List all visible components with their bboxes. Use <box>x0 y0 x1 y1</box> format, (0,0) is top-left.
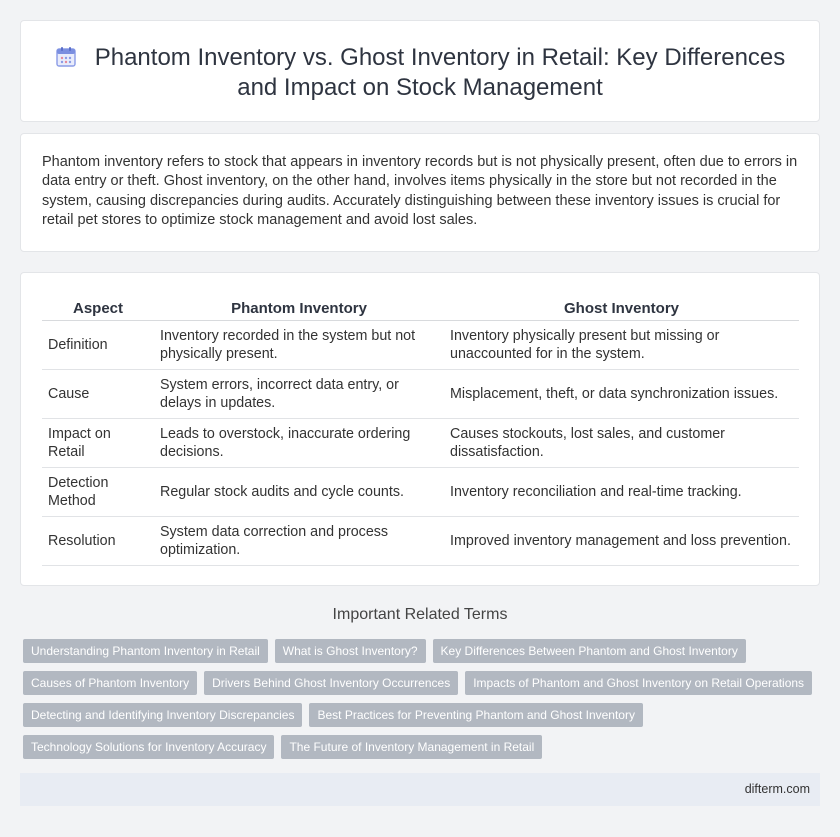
header-aspect: Aspect <box>42 297 154 320</box>
tag-row <box>23 703 818 735</box>
related-terms-tags <box>23 639 818 767</box>
aspect-cell: Impact on Retail <box>42 418 154 467</box>
term-tag[interactable]: Detecting and Identifying Inventory Discrepancies <box>23 703 302 727</box>
header-ghost: Ghost Inventory <box>444 297 799 320</box>
title-wrap <box>21 43 819 103</box>
header-card <box>20 20 820 122</box>
phantom-cell: System data correction and process optimization. <box>154 516 444 565</box>
comparison-card <box>20 272 820 586</box>
term-tag[interactable]: Understanding Phantom Inventory in Retail <box>23 639 268 663</box>
table-row <box>42 369 799 418</box>
tag-row <box>23 735 818 767</box>
term-tag[interactable]: Technology Solutions for Inventory Accuracy <box>23 735 274 759</box>
term-tag[interactable]: What is Ghost Inventory? <box>275 639 426 663</box>
tag-row <box>23 639 818 671</box>
ghost-cell: Causes stockouts, lost sales, and customer dissatisfaction. <box>444 418 799 467</box>
related-terms-title: Important Related Terms <box>332 606 508 623</box>
table-row <box>42 516 799 565</box>
aspect-cell: Definition <box>42 320 154 369</box>
intro-paragraph: Phantom inventory refers to stock that appears in inventory records but is not physically present, often due to errors in data entry or theft. Ghost inventory, on the other hand, involves items physically in the store but not recorded in the system, causing discrepancies during audits. Accurately distinguishing between these inventory issues is crucial for retail pet stores to optimize stock management and avoid lost sales. <box>42 154 798 228</box>
footer-bar <box>20 773 820 806</box>
phantom-cell: System errors, incorrect data entry, or delays in updates. <box>154 369 444 418</box>
calendar-icon <box>55 46 77 68</box>
aspect-cell: Resolution <box>42 516 154 565</box>
table-row <box>42 418 799 467</box>
ghost-cell: Inventory physically present but missing or unaccounted for in the system. <box>444 320 799 369</box>
ghost-cell: Inventory reconciliation and real-time tracking. <box>444 467 799 516</box>
term-tag[interactable]: Best Practices for Preventing Phantom and Ghost Inventory <box>309 703 643 727</box>
tag-row <box>23 671 818 703</box>
term-tag[interactable]: Key Differences Between Phantom and Ghost Inventory <box>433 639 746 663</box>
intro-card <box>20 133 820 252</box>
table-row <box>42 320 799 369</box>
aspect-cell: Cause <box>42 369 154 418</box>
ghost-cell: Misplacement, theft, or data synchronization issues. <box>444 369 799 418</box>
footer-site-link[interactable]: difterm.com <box>744 782 810 796</box>
comparison-table <box>42 297 799 566</box>
term-tag[interactable]: The Future of Inventory Management in Retail <box>281 735 542 759</box>
ghost-cell: Improved inventory management and loss prevention. <box>444 516 799 565</box>
phantom-cell: Inventory recorded in the system but not physically present. <box>154 320 444 369</box>
phantom-cell: Regular stock audits and cycle counts. <box>154 467 444 516</box>
term-tag[interactable]: Causes of Phantom Inventory <box>23 671 197 695</box>
page-title <box>51 43 789 103</box>
term-tag[interactable]: Drivers Behind Ghost Inventory Occurrences <box>204 671 458 695</box>
page-title-text: Phantom Inventory vs. Ghost Inventory in Retail: Key Differences and Impact on Stock Management <box>94 44 786 101</box>
term-tag[interactable]: Impacts of Phantom and Ghost Inventory on Retail Operations <box>465 671 812 695</box>
table-row <box>42 467 799 516</box>
phantom-cell: Leads to overstock, inaccurate ordering decisions. <box>154 418 444 467</box>
aspect-cell: Detection Method <box>42 467 154 516</box>
header-phantom: Phantom Inventory <box>154 297 444 320</box>
table-header-row <box>42 297 799 320</box>
